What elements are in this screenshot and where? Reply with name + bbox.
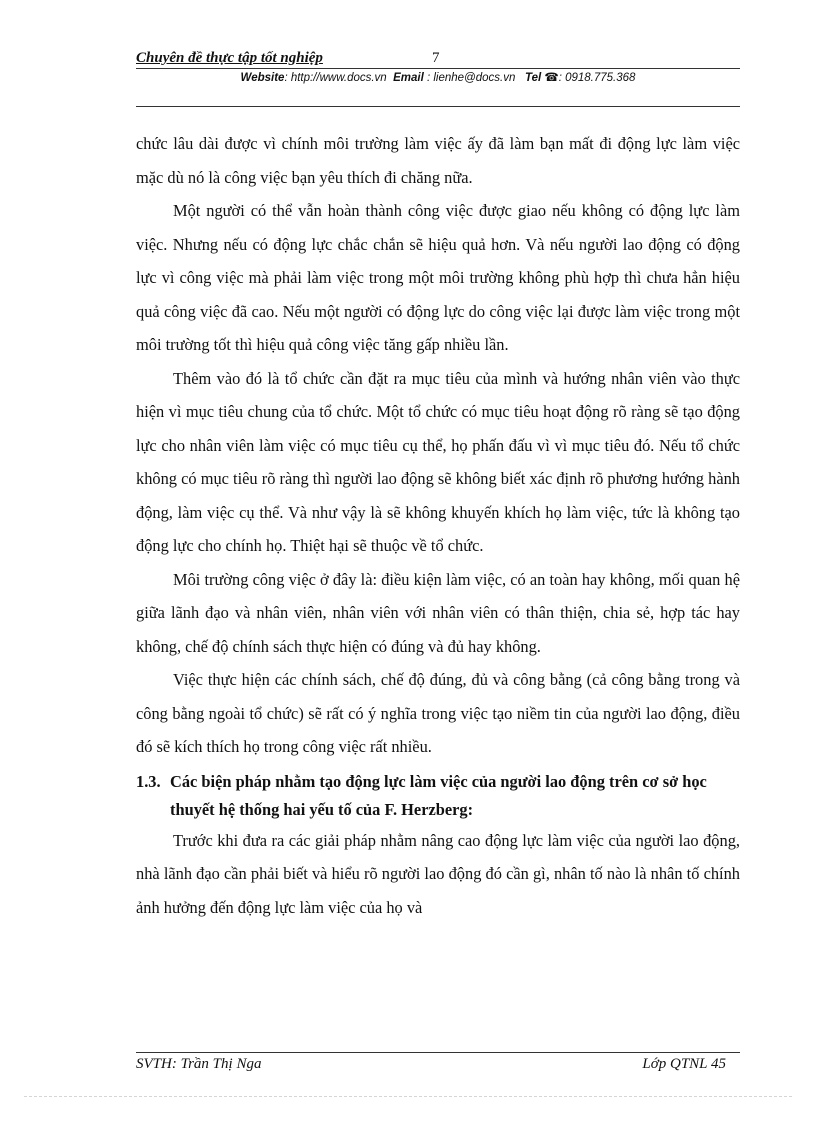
student-name: SVTH: Trần Thị Nga [136,1056,262,1072]
paragraph-6: Trước khi đưa ra các giải pháp nhằm nâng cao động lực làm việc của người lao động, nhà lãnh đạo cần phải biết và hiểu rõ người lao động đó cần gì, nhân tố nào là nhân tố chính ảnh hưởng đến động lực làm việc của họ và [136,830,740,917]
page-footer [136,1056,726,1078]
section-heading-text: Các biện pháp nhằm tạo động lực làm việc của người lao động trên cơ sở học thuyết hệ thống hai yếu tố của F. Herzberg: [170,771,707,819]
document-title: Chuyên đề thực tập tốt nghiệp [136,50,323,66]
page-header [136,48,740,108]
header-rule-top [136,68,740,69]
class-name: Lớp QTNL 45 [642,1056,726,1072]
tel-label: Tel ☎ [524,72,559,84]
section-heading [136,768,740,824]
page-number: 7 [432,50,440,66]
paragraph-5: Việc thực hiện các chính sách, chế độ đúng, đủ và công bằng (cả công bằng trong và công bằng ngoài tổ chức) sẽ rất có ý nghĩa trong việc tạo niềm tin của người lao động, điều đó sẽ kích thích họ trong công việc rất nhiều. [136,670,740,756]
section-number: 1.3. [136,771,161,791]
page-body [136,127,740,924]
email-link[interactable]: : lienhe@docs.vn [423,72,516,84]
contact-line [136,70,740,84]
website-link[interactable]: : http://www.docs.vn [284,72,387,84]
tel-value: : 0918.775.368 [558,72,636,84]
paragraph-2: Một người có thể vẫn hoàn thành công việc được giao nếu không có động lực làm việc. Nhưng nếu có động lực chắc chắn sẽ hiệu quả hơn. Và nếu người lao động có động lực vì công việc mà phải làm việc trong một môi trường không phù hợp thì chưa hẳn hiệu quả công việc đã cao. Nếu một người có động lực do công việc lại được làm việc trong một môi trường tốt thì hiệu quả công việc tăng gấp nhiều lần. [136,201,740,354]
paragraph-4: Môi trường công việc ở đây là: điều kiện làm việc, có an toàn hay không, mối quan hệ giữa lãnh đạo và nhân viên, nhân viên với nhân viên có thân thiện, chia sẻ, hợp tác hay không, chế độ chính sách thực hiện có đúng và đủ hay không. [136,569,740,656]
header-rule-bottom [136,106,740,107]
footer-rule [136,1052,740,1053]
email-label: Email [393,72,424,84]
page-edge-divider [24,1096,792,1097]
paragraph-3: Thêm vào đó là tổ chức cần đặt ra mục tiêu của mình và hướng nhân viên vào thực hiện vì mục tiêu chung của tổ chức. Một tổ chức có mục tiêu hoạt động rõ ràng sẽ tạo động lực cho nhân viên làm việc có mục tiêu cụ thể, họ phấn đấu vì vì mục tiêu đó. Nếu tổ chức không có mục tiêu rõ ràng thì người lao động sẽ không biết xác định rõ phương hướng hành động, làm việc cụ thể. Và như vậy là sẽ không khuyến khích họ làm việc, tức là không tạo động lực cho chính họ. Thiệt hại sẽ thuộc về tổ chức. [136,368,740,555]
paragraph-1: chức lâu dài được vì chính môi trường làm việc ấy đã làm bạn mất đi động lực làm việc mặc dù nó là công việc bạn yêu thích đi chăng nữa. [136,134,740,187]
website-label: Website [240,72,285,84]
